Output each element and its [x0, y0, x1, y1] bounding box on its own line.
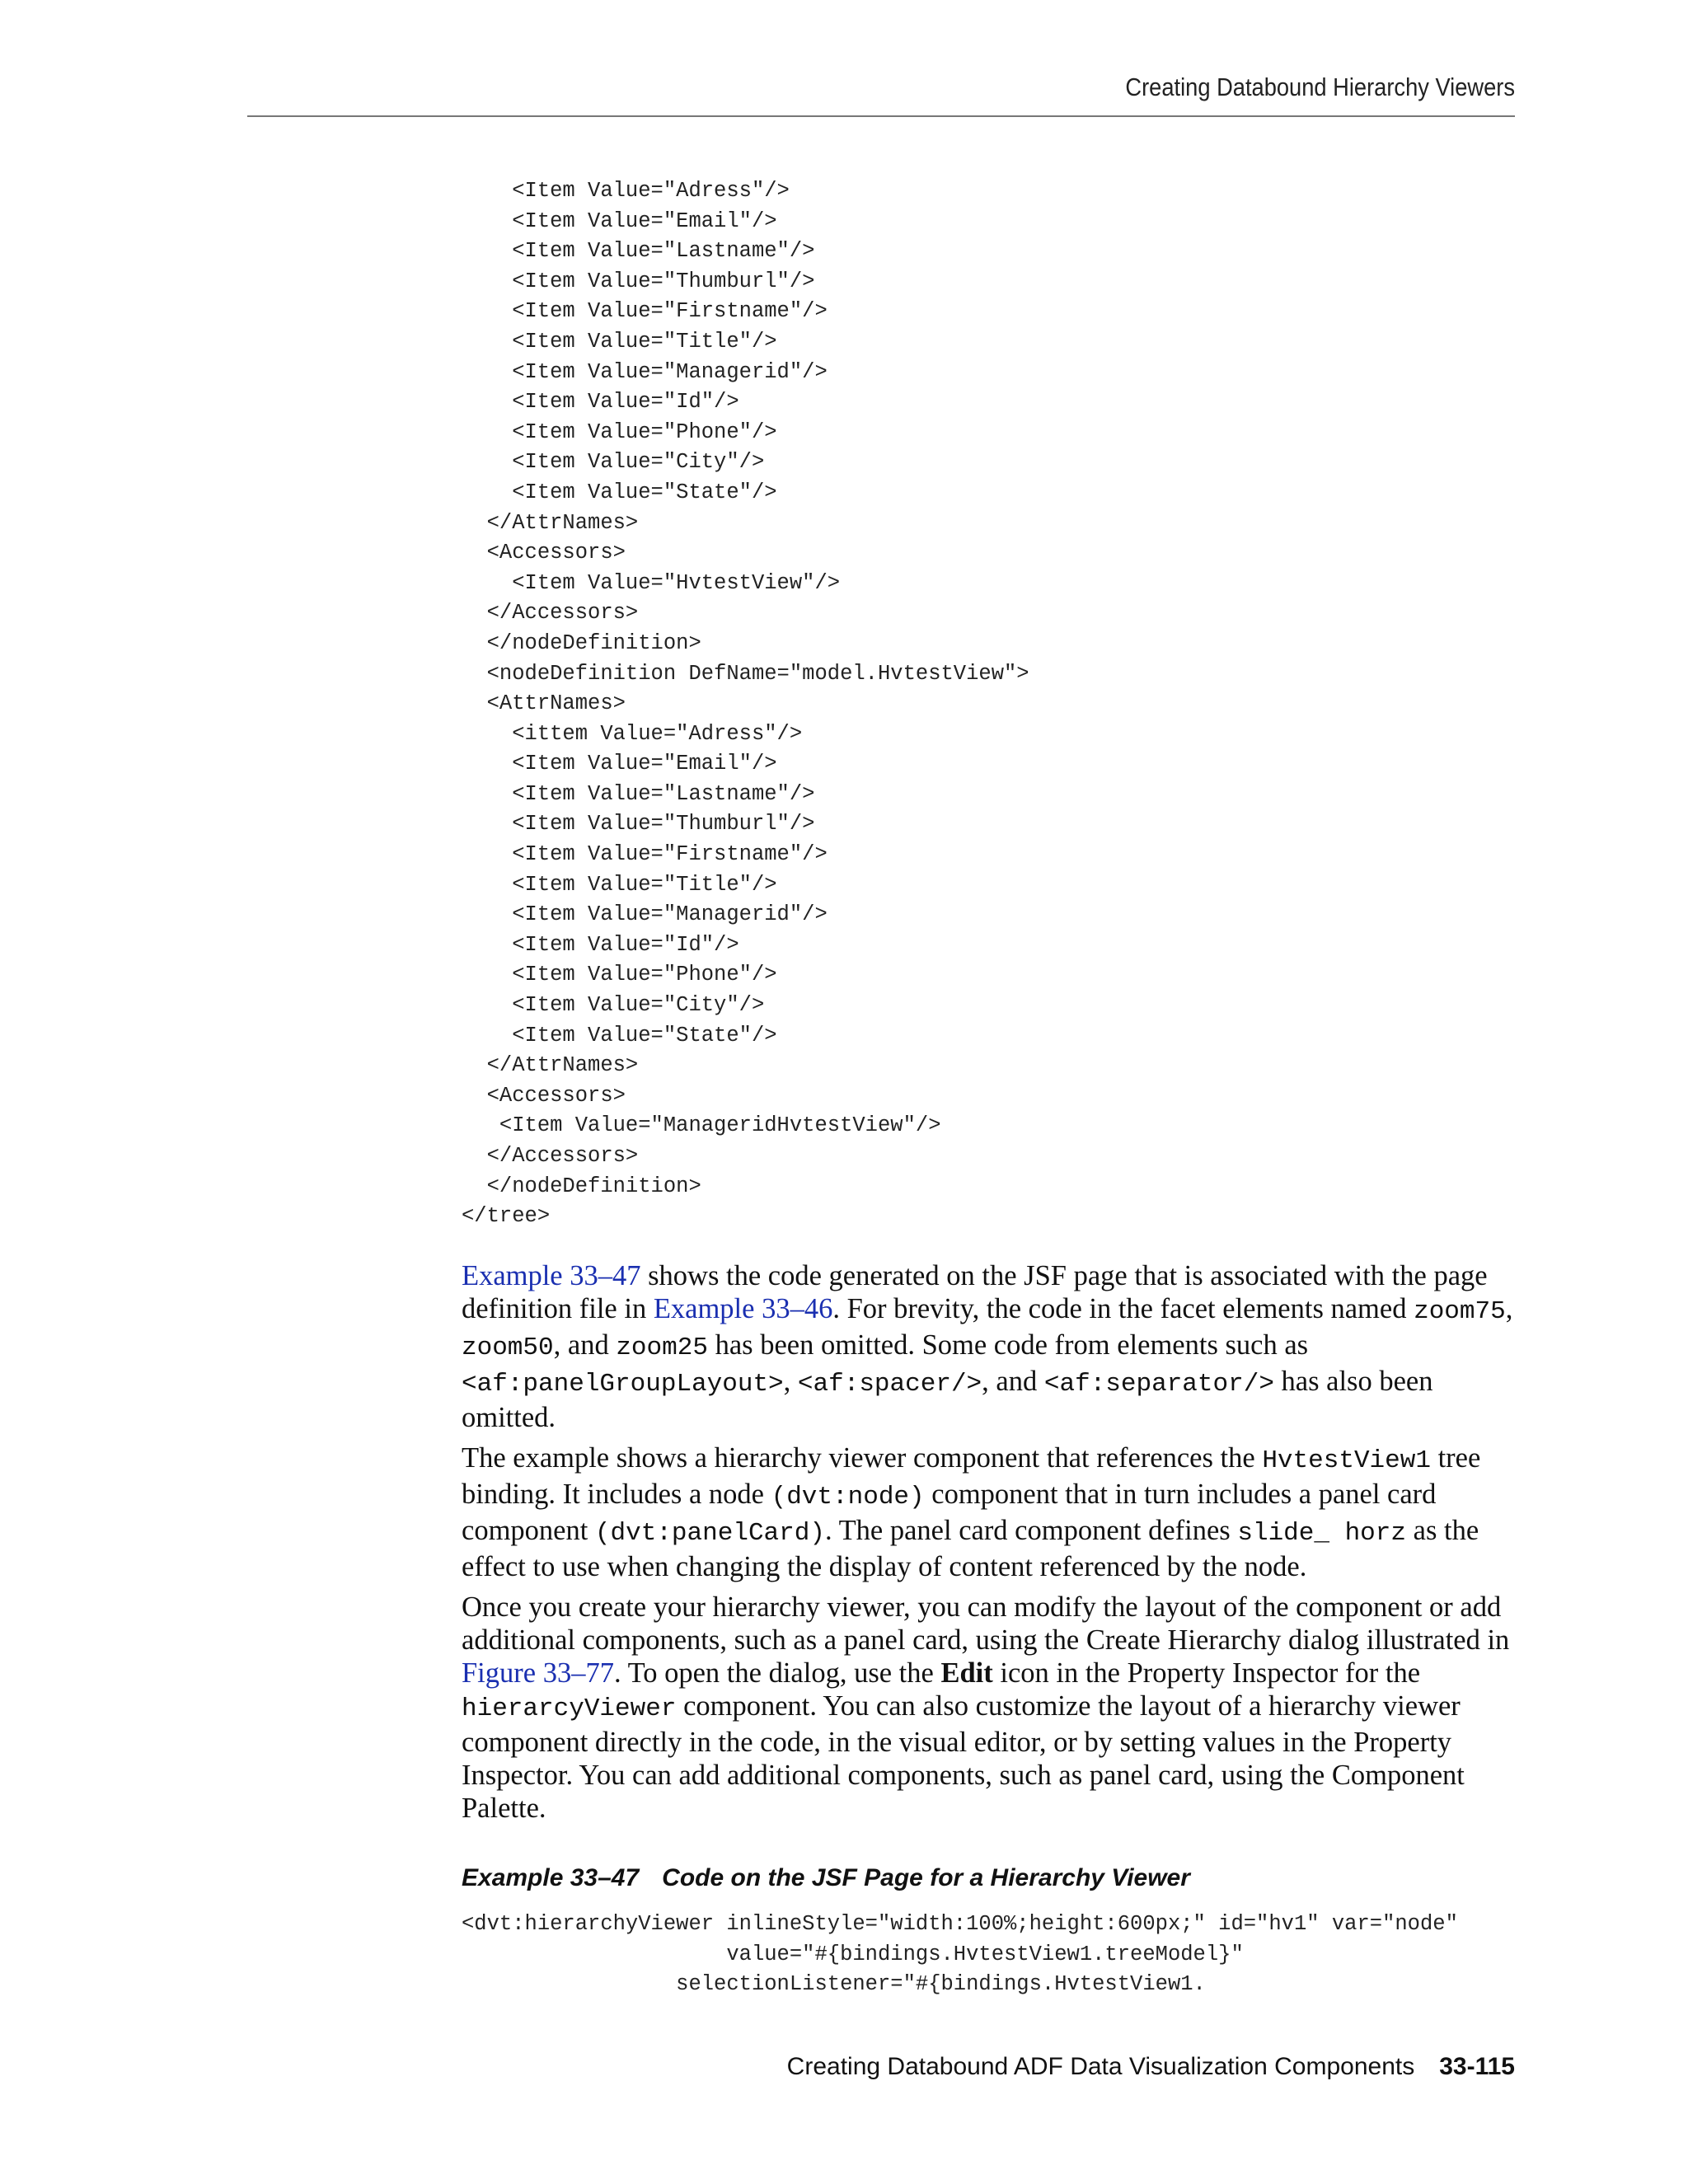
code-inline: zoom50 — [462, 1333, 554, 1362]
example-caption — [462, 1864, 1190, 1892]
code-block-jsf-page — [462, 1910, 1458, 2000]
code-line: <Item Value="Adress"/> — [462, 179, 790, 203]
code-line: <Item Value="State"/> — [462, 480, 777, 504]
code-line: <AttrNames> — [462, 691, 626, 716]
code-line: <Item Value="Lastname"/> — [462, 239, 815, 264]
code-inline: (dvt:panelCard) — [594, 1519, 825, 1548]
code-inline: zoom75 — [1414, 1297, 1506, 1326]
code-line: <Item Value="Managerid"/> — [462, 359, 828, 384]
header-rule — [247, 115, 1515, 117]
code-line: <Item Value="Title"/> — [462, 872, 777, 897]
code-line: </AttrNames> — [462, 1053, 639, 1078]
code-line: <Item Value="Thumburl"/> — [462, 812, 815, 837]
code-inline: zoom25 — [616, 1333, 708, 1362]
paragraph-hierarchy-viewer-description: The example shows a hierarchy viewer component that references the HvtestView1 tree binding. It includes a node (dvt:node) component that in turn includes a panel card component (dvt:panelCard). The panel card component defines slide_ horz as the effect to use when changing the display of content referenced by the node. — [462, 1442, 1481, 1582]
page-number: 33-115 — [1439, 2053, 1515, 2080]
paragraph-modify-layout: Once you create your hierarchy viewer, you can modify the layout of the component or add additional components, such as a panel card, using the Create Hierarchy dialog illustrated in Figure 33–77. To open the dialog, use the Edit icon in the Property Inspector for the hierarcyViewer component. You can also customize the layout of a hierarchy viewer component directly in the code, in the visual editor, or by setting values in the Property Inspector. You can add additional components, such as panel card, using the Component Palette. — [462, 1591, 1510, 1824]
code-line: <ittem Value="Adress"/> — [462, 721, 803, 746]
code-line: <Item Value="Email"/> — [462, 752, 777, 776]
code-inline: <af:spacer/> — [797, 1370, 982, 1399]
code-line: </AttrNames> — [462, 510, 639, 535]
code-inline: <af:panelGroupLayout> — [462, 1370, 784, 1399]
code-line: <Accessors> — [462, 541, 626, 565]
code-block-page-definition — [462, 176, 1029, 1232]
code-line: <Item Value="State"/> — [462, 1023, 777, 1047]
code-line: <Item Value="Email"/> — [462, 209, 777, 233]
code-line: <Item Value="Managerid"/> — [462, 902, 828, 927]
caption-title: Code on the JSF Page for a Hierarchy Viewer — [662, 1864, 1190, 1891]
running-header: Creating Databound Hierarchy Viewers — [1125, 73, 1515, 101]
code-inline: (dvt:node) — [771, 1483, 925, 1511]
code-line: <Item Value="Phone"/> — [462, 963, 777, 987]
code-line: <Item Value="ManageridHvtestView"/> — [462, 1113, 941, 1138]
caption-label: Example 33–47 — [462, 1864, 640, 1891]
paragraph-example-intro: Example 33–47 shows the code generated on the JSF page that is associated with the page definition file in Example 33–46. For brevity, the code in the facet elements named zoom75, zoom50, and zoom25 has been omitted. Some code from elements such as <af:panelGroupLayout>, <af:spacer/>, and <af:separator/> has also been omitted. — [462, 1260, 1513, 1433]
link-example-33-46[interactable]: Example 33–46 — [653, 1293, 833, 1324]
link-example-33-47[interactable]: Example 33–47 — [462, 1260, 641, 1291]
code-line: </Accessors> — [462, 1144, 639, 1168]
code-line: value="#{bindings.HvtestView1.treeModel}" — [462, 1942, 1244, 1966]
code-line: <Item Value="Phone"/> — [462, 419, 777, 444]
code-line: <Item Value="City"/> — [462, 450, 765, 475]
code-line: <Item Value="HvtestView"/> — [462, 570, 841, 595]
code-inline: hierarcyViewer — [462, 1694, 677, 1723]
code-inline: HvtestView1 — [1262, 1446, 1431, 1475]
code-inline: slide_ horz — [1237, 1519, 1406, 1548]
link-figure-33-77[interactable]: Figure 33–77 — [462, 1657, 614, 1689]
code-line: </tree> — [462, 1204, 551, 1229]
code-line: <Accessors> — [462, 1083, 626, 1108]
edit-label: Edit — [940, 1657, 993, 1689]
code-line: <Item Value="Thumburl"/> — [462, 269, 815, 293]
code-line: <Item Value="Lastname"/> — [462, 781, 815, 806]
code-line: <nodeDefinition DefName="model.HvtestView"> — [462, 661, 1029, 686]
page-footer — [0, 2053, 1515, 2081]
footer-chapter-title: Creating Databound ADF Data Visualization Components — [786, 2053, 1415, 2080]
code-line: <Item Value="City"/> — [462, 993, 765, 1018]
code-line: <Item Value="Firstname"/> — [462, 842, 828, 867]
code-inline: <af:separator/> — [1043, 1370, 1274, 1399]
code-line: </nodeDefinition> — [462, 630, 701, 655]
code-line: <dvt:hierarchyViewer inlineStyle="width:100%;height:600px;" id="hv1" var="node" — [462, 1912, 1458, 1936]
code-line: </Accessors> — [462, 601, 639, 626]
code-line: <Item Value="Title"/> — [462, 329, 777, 354]
code-line: <Item Value="Firstname"/> — [462, 299, 828, 324]
code-line: </nodeDefinition> — [462, 1174, 701, 1198]
code-line: <Item Value="Id"/> — [462, 932, 739, 957]
code-line: <Item Value="Id"/> — [462, 390, 739, 415]
code-line: selectionListener="#{bindings.HvtestView1. — [462, 1972, 1206, 1997]
